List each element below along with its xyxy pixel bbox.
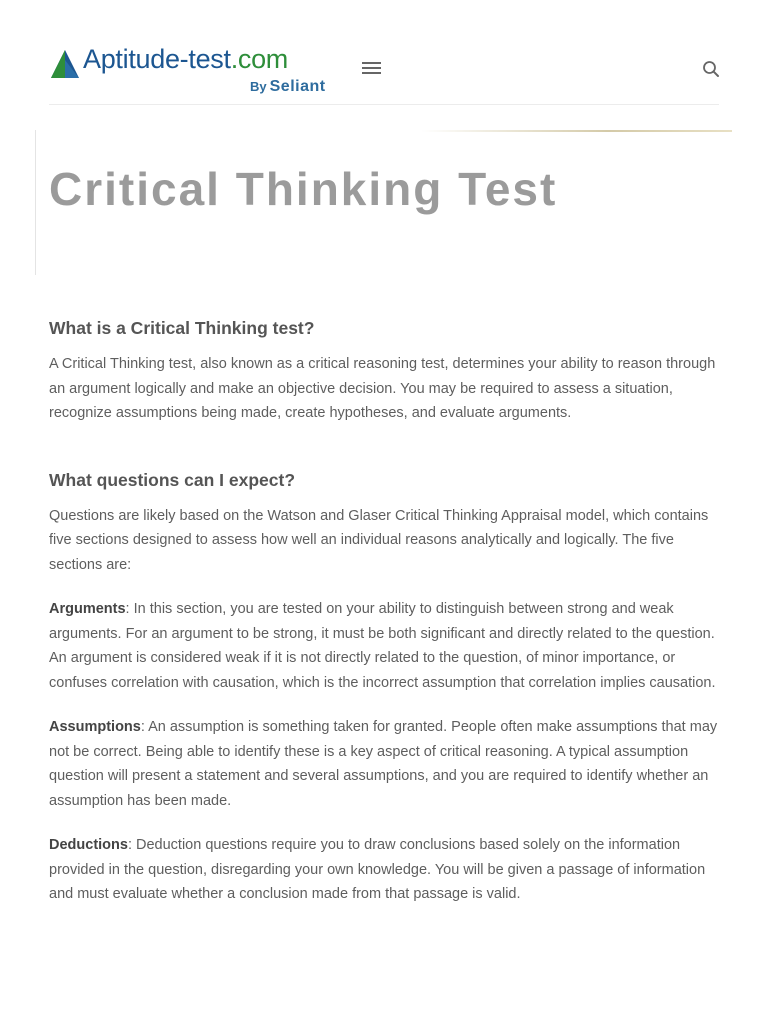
logo-byline — [250, 78, 326, 96]
site-header — [49, 40, 719, 105]
term-deductions: Deductions — [49, 837, 128, 853]
paragraph-deductions — [49, 833, 721, 907]
logo-brand: Seliant — [269, 78, 326, 95]
logo-by: By — [250, 79, 267, 94]
page-hero — [35, 130, 732, 275]
logo-tld: .com — [230, 44, 288, 74]
section-intro-questions: Questions are likely based on the Watson and Glaser Critical Thinking Appraisal model, which contains five sections designed to assess how well an individual reasons analytically and logically. The five sections are: — [49, 507, 709, 573]
body-assumptions: : An assumption is something taken for granted. People often make assumptions that may not be correct. Being able to identify these is a key aspect of critical reasoning. A typical assumption question will present a statement and several assumptions, and you are required to identify whether an assumption has been made. — [49, 719, 718, 809]
logo-wordmark — [83, 44, 288, 75]
logo-name: Aptitude-test — [83, 44, 231, 74]
page-title: Critical Thinking Test — [49, 163, 558, 215]
term-arguments: Arguments — [49, 601, 126, 617]
paragraph-arguments — [49, 597, 721, 695]
logo-triangle-icon — [49, 48, 83, 80]
section-heading-what: What is a Critical Thinking test? — [49, 318, 315, 338]
search-icon[interactable] — [701, 59, 721, 79]
body-arguments: : In this section, you are tested on your ability to distinguish between strong and weak arguments. For an argument to be strong, it must be both significant and directly related to the question. An argument is considered weak if it is not directly related to the question, of minor importance, or confuses correlation with causation, which is the incorrect assumption that correlation implies causation. — [49, 601, 716, 691]
site-logo[interactable] — [49, 46, 339, 98]
hero-left-divider — [35, 130, 36, 275]
section-body-what: A Critical Thinking test, also known as a critical reasoning test, determines your ability to reason through an argument logically and make an objective decision. You may be required to assess a situation, recognize assumptions being made, create hypotheses, and evaluate arguments. — [49, 356, 716, 421]
term-assumptions: Assumptions — [49, 719, 141, 735]
hamburger-menu-icon[interactable] — [361, 59, 383, 79]
body-deductions: : Deduction questions require you to draw conclusions based solely on the information provided in the question, disregarding your own knowledge. You will be given a passage of information and must evaluate whether a conclusion made from that passage is valid. — [49, 837, 706, 902]
article-content — [49, 316, 721, 907]
hero-top-divider — [421, 130, 732, 132]
section-heading-questions: What questions can I expect? — [49, 469, 296, 490]
paragraph-assumptions — [49, 715, 721, 813]
